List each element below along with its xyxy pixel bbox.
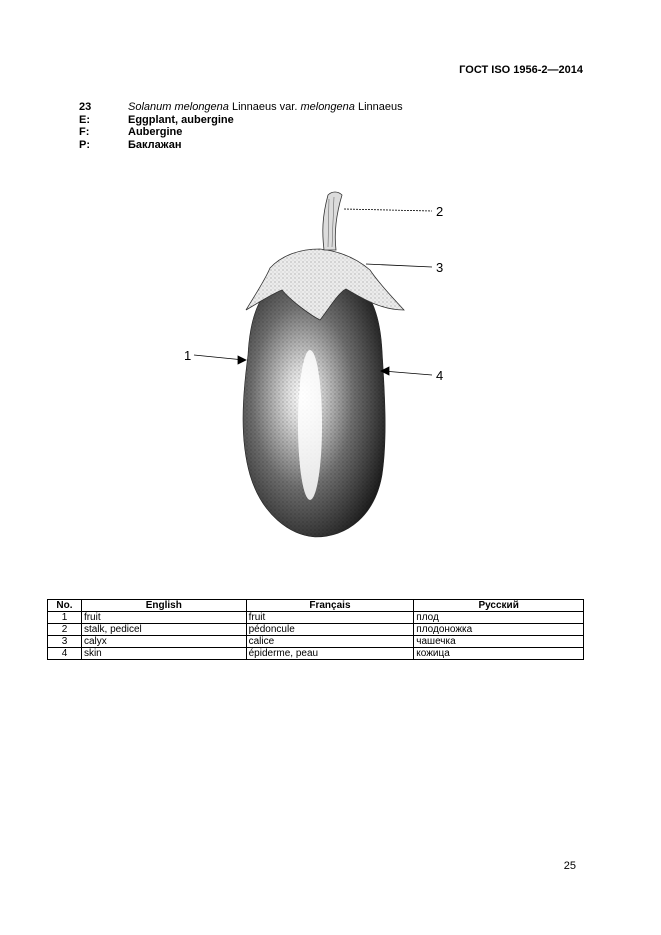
cell-english: calyx bbox=[81, 636, 246, 648]
header-no: No. bbox=[48, 600, 82, 612]
callout-3: 3 bbox=[436, 260, 444, 275]
entry-latin-row bbox=[79, 101, 403, 114]
cell-english: stalk, pedicel bbox=[81, 624, 246, 636]
entry-french-row bbox=[79, 126, 403, 139]
cell-english: fruit bbox=[81, 612, 246, 624]
entry-english-row bbox=[79, 114, 403, 127]
latin-species: Solanum melongena bbox=[128, 101, 229, 113]
table-row bbox=[48, 612, 584, 624]
cell-french: fruit bbox=[246, 612, 414, 624]
cell-russian: чашечка bbox=[414, 636, 584, 648]
table-row bbox=[48, 636, 584, 648]
russian-name: Баклажан bbox=[128, 138, 182, 151]
french-name: Aubergine bbox=[128, 126, 183, 138]
document-code: ГОСТ ISO 1956-2—2014 bbox=[459, 64, 583, 76]
cell-french: épiderme, peau bbox=[246, 648, 414, 660]
english-name: Eggplant, aubergine bbox=[128, 113, 234, 126]
callout-2: 2 bbox=[436, 204, 444, 219]
russian-key: P: bbox=[79, 138, 90, 151]
callout-1: 1 bbox=[184, 348, 192, 363]
terms-table bbox=[47, 599, 584, 660]
header-french: Français bbox=[246, 600, 414, 612]
english-key: E: bbox=[79, 113, 90, 126]
plant-entry bbox=[79, 101, 403, 151]
cell-french: calice bbox=[246, 636, 414, 648]
latin-author: Linnaeus var. bbox=[228, 101, 301, 113]
latin-variety: melongena bbox=[300, 101, 355, 113]
cell-no: 4 bbox=[48, 648, 82, 660]
cell-russian: кожица bbox=[414, 648, 584, 660]
cell-russian: плодоножка bbox=[414, 624, 584, 636]
eggplant-illustration bbox=[170, 185, 460, 545]
cell-russian: плод bbox=[414, 612, 584, 624]
latin-name bbox=[128, 101, 403, 114]
entry-russian-row bbox=[79, 139, 403, 152]
french-key: F: bbox=[79, 126, 90, 138]
header-english: English bbox=[81, 600, 246, 612]
latin-author-2: Linnaeus bbox=[354, 101, 403, 113]
cell-no: 2 bbox=[48, 624, 82, 636]
table-row bbox=[48, 648, 584, 660]
callout-4: 4 bbox=[436, 368, 444, 383]
table-header-row bbox=[48, 600, 584, 612]
fruit-highlight bbox=[298, 350, 322, 500]
cell-french: pédoncule bbox=[246, 624, 414, 636]
cell-no: 3 bbox=[48, 636, 82, 648]
table-row bbox=[48, 624, 584, 636]
header-russian: Русский bbox=[414, 600, 584, 612]
cell-english: skin bbox=[81, 648, 246, 660]
cell-no: 1 bbox=[48, 612, 82, 624]
entry-number: 23 bbox=[79, 101, 92, 113]
page-number: 25 bbox=[563, 860, 576, 872]
